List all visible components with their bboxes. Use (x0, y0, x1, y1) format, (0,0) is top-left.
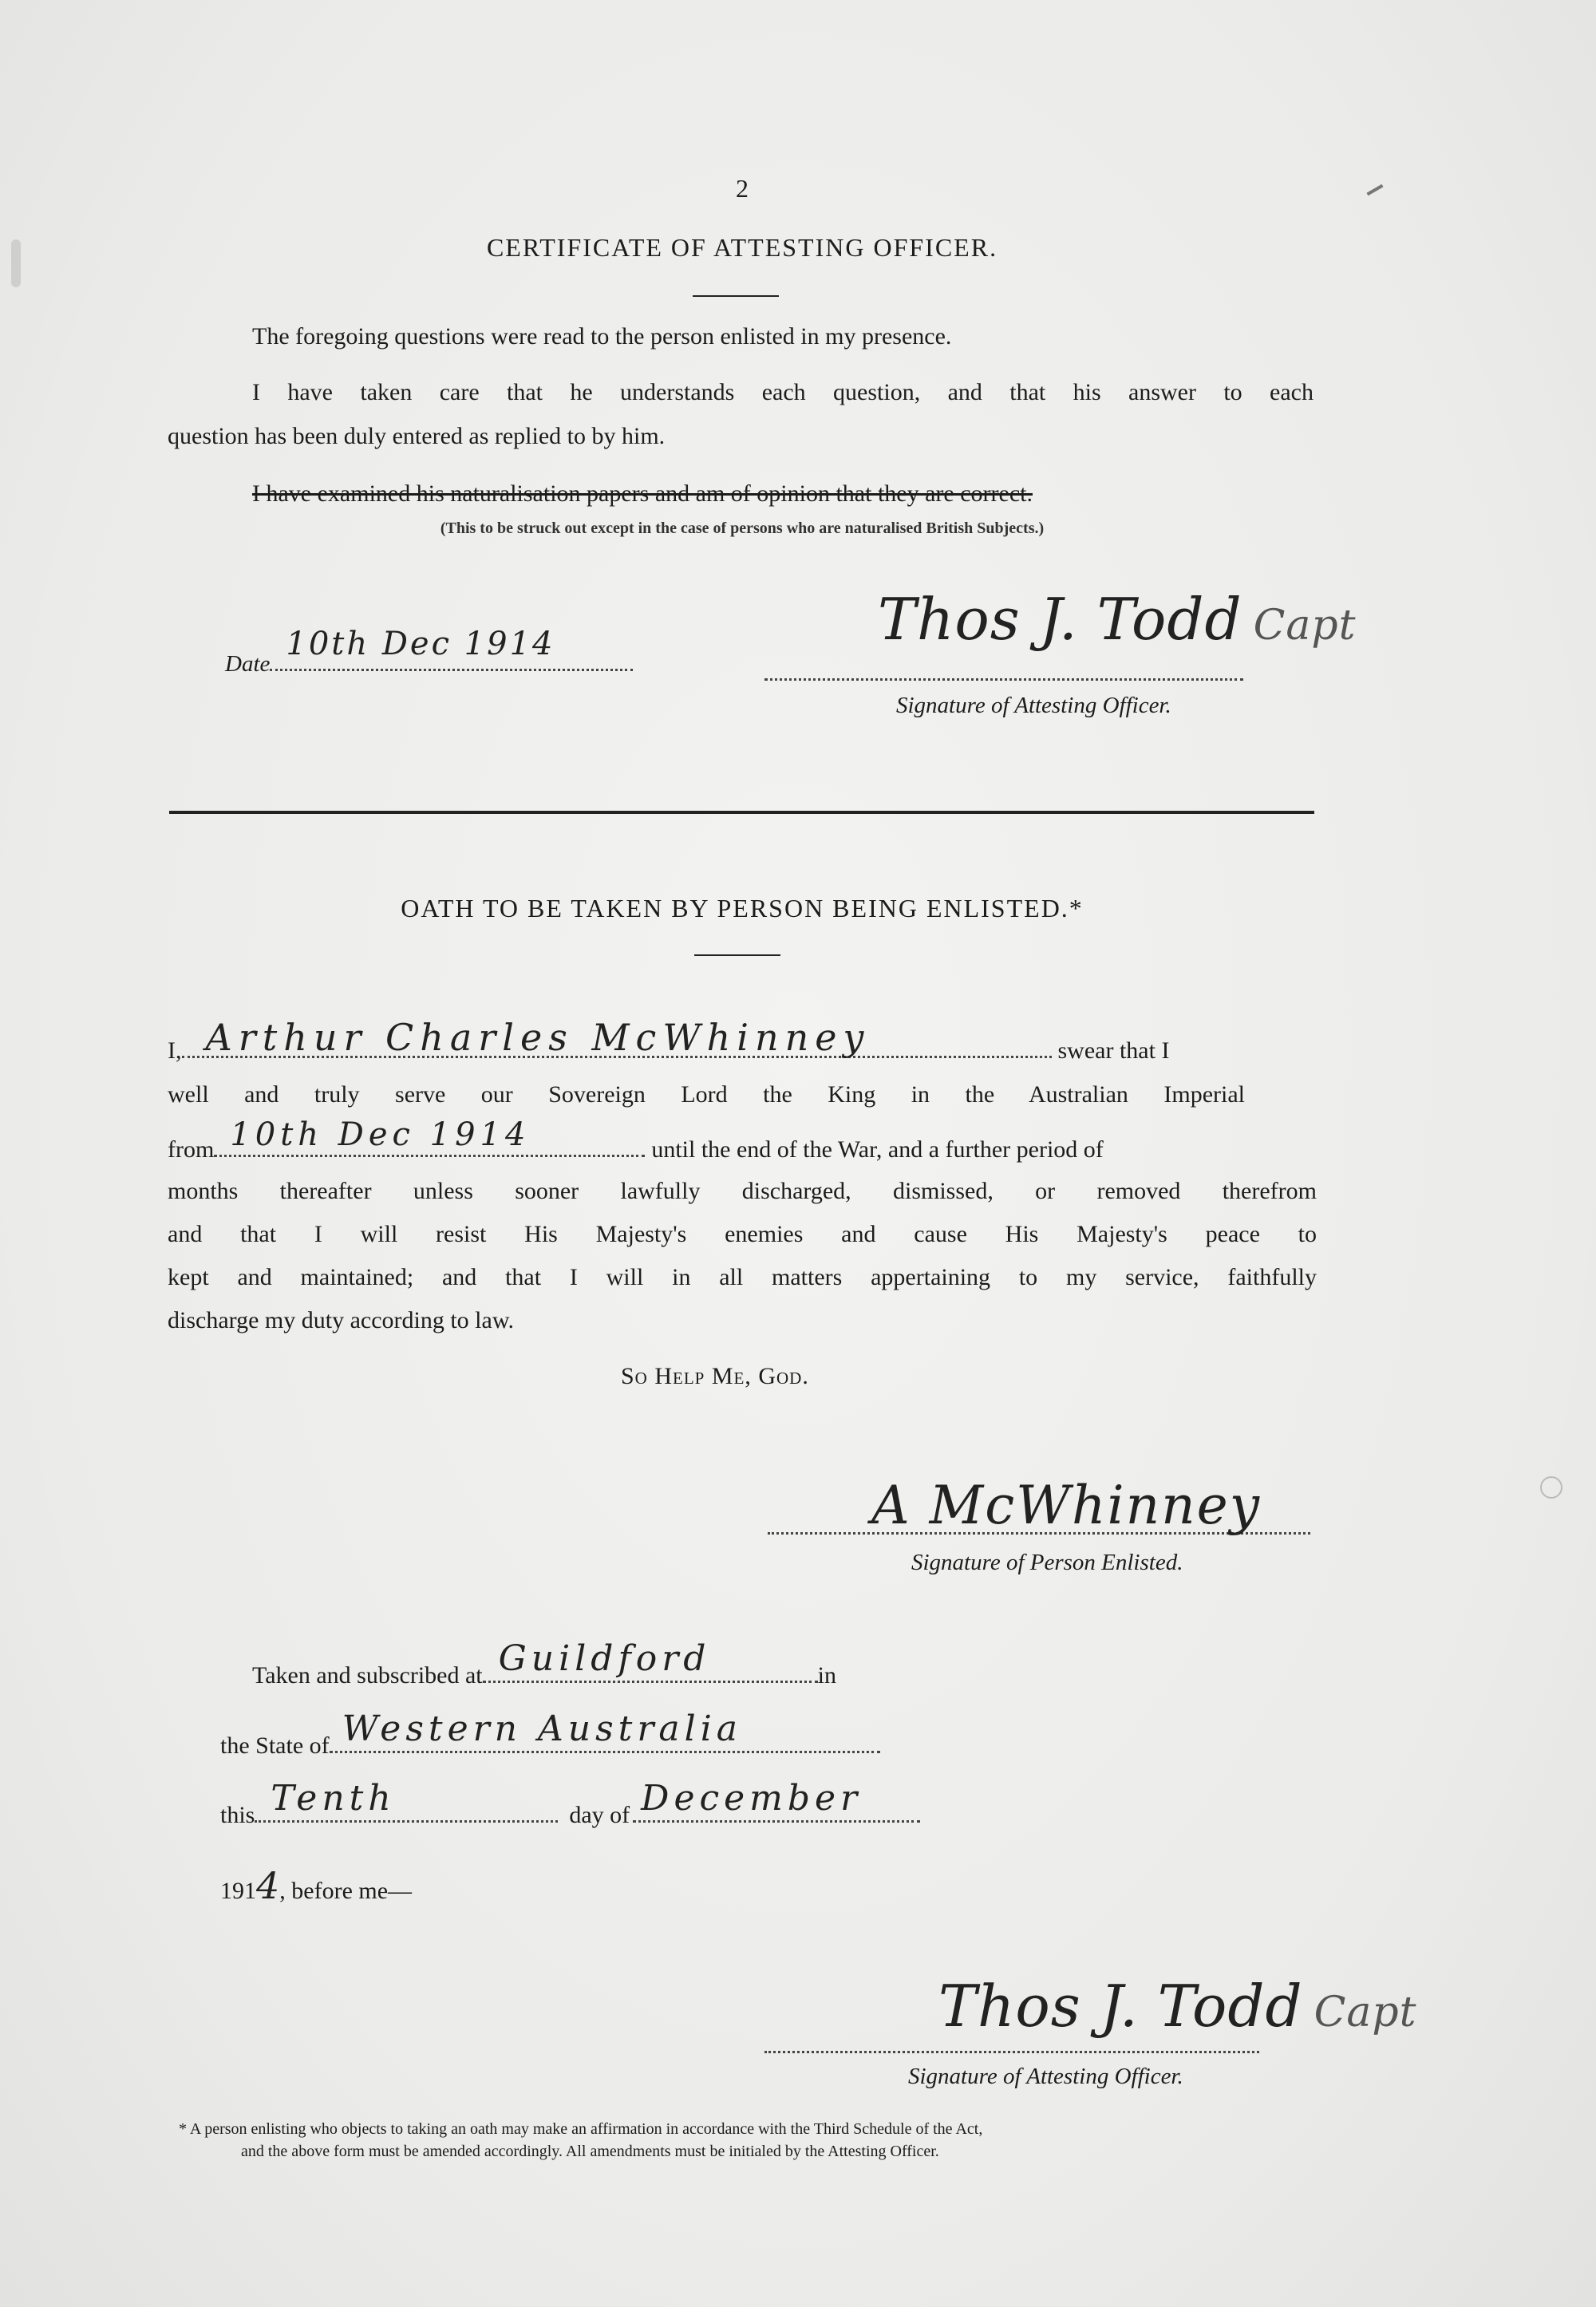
scan-mark (1540, 1476, 1562, 1499)
year-prefix: 191 (220, 1878, 256, 1904)
state-value: Western Australia (342, 1709, 742, 1749)
from-label: from (168, 1136, 215, 1163)
in-label: in (817, 1662, 836, 1689)
officer-signature-label-2: Signature of Attesting Officer. (908, 2064, 1183, 2089)
this-label: this (220, 1802, 255, 1828)
place-value: Guildford (498, 1638, 711, 1679)
oath-line-2: well and truly serve our Sovereign Lord the King in the Australian Imperial (168, 1081, 1245, 1108)
certificate-title: CERTIFICATE OF ATTESTING OFFICER. (486, 233, 998, 262)
person-signature: A McWhinney (871, 1475, 1261, 1536)
oath-title: OATH TO BE TAKEN BY PERSON BEING ENLISTED.* (401, 894, 1084, 922)
subscribed-place-row (252, 1638, 836, 1697)
certificate-para-2a: I have taken care that he understands each question, and that his answer to each (252, 379, 1314, 405)
oath-line-1-end: swear that I (1057, 1037, 1170, 1064)
certificate-para-2b: question has been duly entered as replied to by him. (168, 423, 666, 449)
date-field (225, 626, 633, 677)
title-divider (693, 295, 779, 297)
i-label: I, (168, 1037, 182, 1064)
before-me-label: , before me— (279, 1878, 413, 1904)
date-line (270, 626, 633, 671)
oath-line-1 (168, 1016, 1317, 1073)
oath-line-6: kept and maintained; and that I will in all matters appertaining to my service, faithfully (168, 1264, 1317, 1290)
oath-line-5: and that I will resist His Majesty's enemies and cause His Majesty's peace to (168, 1221, 1317, 1247)
date-label: Date (225, 651, 271, 677)
oath-title-divider (694, 954, 780, 956)
day-of-label: day of (569, 1802, 630, 1828)
section-divider (169, 811, 1314, 814)
footnote-line-2: and the above form must be amended accordingly. All amendments must be initialed by the Attesting Officer. (241, 2143, 939, 2160)
oath-line-4: months thereafter unless sooner lawfully discharged, dismissed, or removed therefrom (168, 1178, 1317, 1204)
officer-signature-line-1 (764, 670, 1243, 685)
officer-signature-2-text: Thos J. Todd (938, 1973, 1303, 2040)
naturalisation-statement: I have examined his naturalisation papers and am of opinion that they are correct. (252, 480, 1033, 507)
officer-signature-2 (938, 1973, 1417, 2040)
from-date-value: 10th Dec 1914 (230, 1116, 531, 1153)
naturalisation-note: (This to be struck out except in the case of persons who are naturalised British Subjects.) (440, 519, 1045, 537)
date-value: 10th Dec 1914 (286, 626, 555, 662)
month-line (633, 1778, 920, 1823)
from-line (214, 1116, 645, 1157)
month-value: December (641, 1778, 863, 1819)
day-line (255, 1778, 558, 1823)
certificate-para-1: The foregoing questions were read to the person enlisted in my presence. (252, 323, 952, 350)
officer-rank-2: Capt (1314, 1989, 1417, 2036)
scan-mark (1366, 184, 1383, 196)
officer-signature-1-text: Thos J. Todd (878, 586, 1242, 653)
officer-rank-1: Capt (1253, 602, 1357, 650)
oath-line-7: discharge my duty according to law. (168, 1307, 515, 1333)
subscribed-day-row (220, 1778, 920, 1837)
name-line (182, 1016, 1052, 1059)
oath-line-3 (168, 1116, 1325, 1171)
state-label: the State of (220, 1732, 330, 1759)
so-help-me-god: So Help Me, God. (621, 1363, 809, 1389)
officer-signature-1 (878, 586, 1357, 653)
year-digit: 4 (256, 1864, 280, 1907)
day-value: Tenth (271, 1778, 396, 1819)
page-number: 2 (736, 174, 749, 203)
state-line (330, 1709, 880, 1753)
scan-mark (11, 239, 21, 287)
person-signature-label: Signature of Person Enlisted. (911, 1550, 1183, 1575)
officer-signature-label-1: Signature of Attesting Officer. (896, 693, 1171, 718)
footnote-line-1: * A person enlisting who objects to taking an oath may make an affirmation in accordance with the Third Schedule of the Act, (179, 2120, 983, 2138)
oath-line-3-end: until the end of the War, and a further period of (651, 1136, 1104, 1163)
subscribed-year-row (220, 1864, 412, 1913)
subscribed-state-row (220, 1709, 880, 1768)
officer-signature-line-2 (764, 2043, 1259, 2057)
place-line (483, 1638, 818, 1683)
enlistee-name: Arthur Charles McWhinney (205, 1016, 871, 1059)
taken-label: Taken and subscribed at (252, 1662, 483, 1689)
